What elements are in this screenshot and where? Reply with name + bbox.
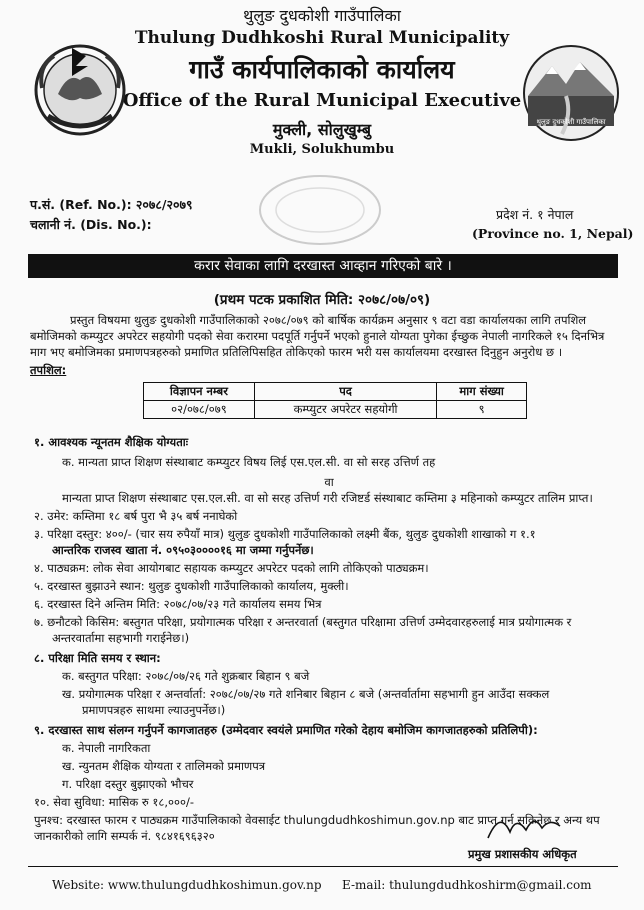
age-requirement: २. उमेर: कम्तिमा १८ बर्ष पुरा भै ३५ बर्ष ननाघेको [34,509,238,523]
table-cell: ९ [437,401,527,419]
qualification-or: वा [324,475,334,489]
column-header: पद [254,383,436,401]
office-name-en: Office of the Rural Municipal Executive [122,90,522,111]
submission-place: ५. दरखास्त बुझाउने स्थान: थुलुङ दुधकोशी गाउँपालिकाको कार्यालय, मुक्ली। [34,579,349,593]
intro-line-1: प्रस्तुत विषयमा थुलुङ दुधकोशी गाउँपालिकाको २०७८/०७९ को बार्षिक कार्यक्रम अनुसार ९ वटा वडा कार्यालयका लागि तपशिल [70,313,587,327]
syllabus: ४. पाठ्यक्रम: लोक सेवा आयोगबाट सहायक कम्प्युटर अपरेटर पदको लागि तोकिएको पाठ्यक्रम। [34,561,429,575]
province-en: (Province no. 1, Nepal) [472,226,634,241]
exam-fee: ३. परिक्षा दस्तुर: ४००/- (चार सय रुपैयाँ मात्र) थुलुङ दुधकोशी गाउँपालिकाको लक्ष्मी बैंक, थुलुङ दुधकोशी शाखाको ग १.१ [34,527,536,541]
vacancy-table [143,382,527,419]
qualification-a: क. मान्यता प्राप्त शिक्षण संस्थाबाट कम्प्युटर विषय लिई एस.एल.सी. वा सो सरह उत्तिर्ण तह [62,455,436,469]
ref-number: प.सं. (Ref. No.): २०७८/२०७९ [30,197,193,212]
signatory-title: प्रमुख प्रशासकीय अधिकृत [468,847,577,861]
qualification-b: मान्यता प्राप्त शिक्षण संस्थाबाट एस.एल.सी. वा सो सरह उत्तिर्ण गरी रजिष्टर्ड संस्थाबाट कम्तिमा ३ महिनाको कम्प्युटर तालिम प्राप्त। [62,491,593,505]
table-cell: ०२/०७८/०७९ [144,401,255,419]
municipality-name-np: थुलुङ दुधकोशी गाउँपालिका [243,6,401,25]
selection-method-cont: अन्तरवार्तामा सहभागी गराईनेछ।) [52,631,190,645]
table-cell: कम्प्युटर अपरेटर सहयोगी [254,401,436,419]
faint-seal-watermark-icon [250,170,390,250]
selection-method: ७. छनौटको किसिम: बस्तुगत परिक्षा, प्रयोगात्मक परिक्षा र अन्तरवार्ता (बस्तुगत परिक्षामा उत्तिर्ण उम्मेदवारहरुलाई मात्र प्रयोगात्मक र [34,615,572,629]
nepal-emblem-icon [28,36,132,140]
dispatch-number: चलानी नं. (Dis. No.): [30,217,152,232]
exam-written: क. बस्तुगत परिक्षा: २०७८/०७/२६ गते शुक्रबार बिहान ९ बजे [62,669,310,683]
exam-fee-account: आन्तरिक राजस्व खाता नं. ०९५०३००००१६ मा जम्मा गर्नुपर्नेछ। [52,543,314,557]
table-row [144,401,527,419]
intro-line-2: बमोजिमको कम्प्युटर अपरेटर सहयोगी पदको सेवा करारमा पदपूर्ति गर्नुपर्ने भएको हुनाले योग्यता पुगेका ईच्छुक नेपाली नागरिकले १५ दिनभित्र [30,329,605,343]
mountain-landscape-icon [522,44,620,142]
documents-heading: ९. दरखास्त साथ संलग्न गर्नुपर्ने कागजातहरु (उम्मेदवार स्वयंले प्रमाणित गरेको देहाय बमोजिम कागजातहरुको प्रतिलिपी): [34,723,538,737]
column-header: माग संख्या [437,383,527,401]
place-np: मुक्ली, सोलुखुम्बु [272,120,372,139]
intro-line-3: माग भए बमोजिमका प्रमाणपत्रहरुको प्रमाणित प्रतिलिपिसहित तोकिएको फारम भरी यस कार्यालयमा दरखास्त दिनुहुन अनुरोध छ । [30,345,563,359]
deadline: ६. दरखास्त दिने अन्तिम मिति: २०७८/०७/२३ गते कार्यालय समय भित्र [34,597,322,611]
municipality-name-en: Thulung Dudhkoshi Rural Municipality [134,28,510,48]
postscript: पुनश्च: दरखास्त फारम र पाठ्यक्रम गाउँपालिकाको वेवसाईट thulungdudhkoshimun.gov.np बाट प्राप्त गर्न सकिनेछ र अन्य थप [34,813,600,827]
document-voucher: ग. परिक्षा दस्तुर बुझाएको भौचर [62,777,194,791]
salary: १०. सेवा सुविधा: मासिक रु १८,०००/- [34,795,195,809]
exam-schedule-heading: ८. परिक्षा मिति समय र स्थान: [34,651,161,665]
footer-email: E-mail: thulungdudhkoshirm@gmail.com [342,878,592,892]
postscript-contact: जानकारीको लागि सम्पर्क नं. ९८४१६९६३२० [34,829,215,843]
place-en: Mukli, Solukhumbu [249,142,395,157]
notice-title-banner: करार सेवाका लागि दरखास्त आव्हान गरिएको बारे । [28,254,618,278]
exam-practical: ख. प्रयोगात्मक परिक्षा र अन्तर्वार्ता: २०७८/०७/२७ गते शनिबार बिहान ८ बजे (अन्तर्वार्तामा सहभागी हुन आउँदा सक्कल [62,687,550,701]
municipality-photo [522,44,620,142]
exam-practical-cont: प्रमाणपत्रहरु साथमा ल्याउनुपर्नेछ।) [82,703,226,717]
table-header-row [144,383,527,401]
qualification-heading: १. आवश्यक न्यूनतम शैक्षिक योग्यताः [34,435,189,449]
footer-website: Website: www.thulungdudhkoshimun.gov.np [52,878,322,892]
photo-caption: थुलुङ दुधकोशी गाउँपालिका [536,118,606,126]
office-name-np: गाउँ कार्यपालिकाको कार्यालय [189,55,455,84]
footer-divider [28,866,618,867]
column-header: विज्ञापन नम्बर [144,383,255,401]
signature-scribble-icon [480,808,570,848]
document-citizenship: क. नेपाली नागरिकता [62,741,151,755]
tapsil-label: तपशिल: [30,363,67,377]
province-np: प्रदेश नं. १ नेपाल [496,207,574,222]
document-certificate: ख. न्युनतम शैक्षिक योग्यता र तालिमको प्रमाणपत्र [62,759,266,773]
published-date: (प्रथम पटक प्रकाशित मिति: २०७८/०७/०९) [213,292,431,308]
